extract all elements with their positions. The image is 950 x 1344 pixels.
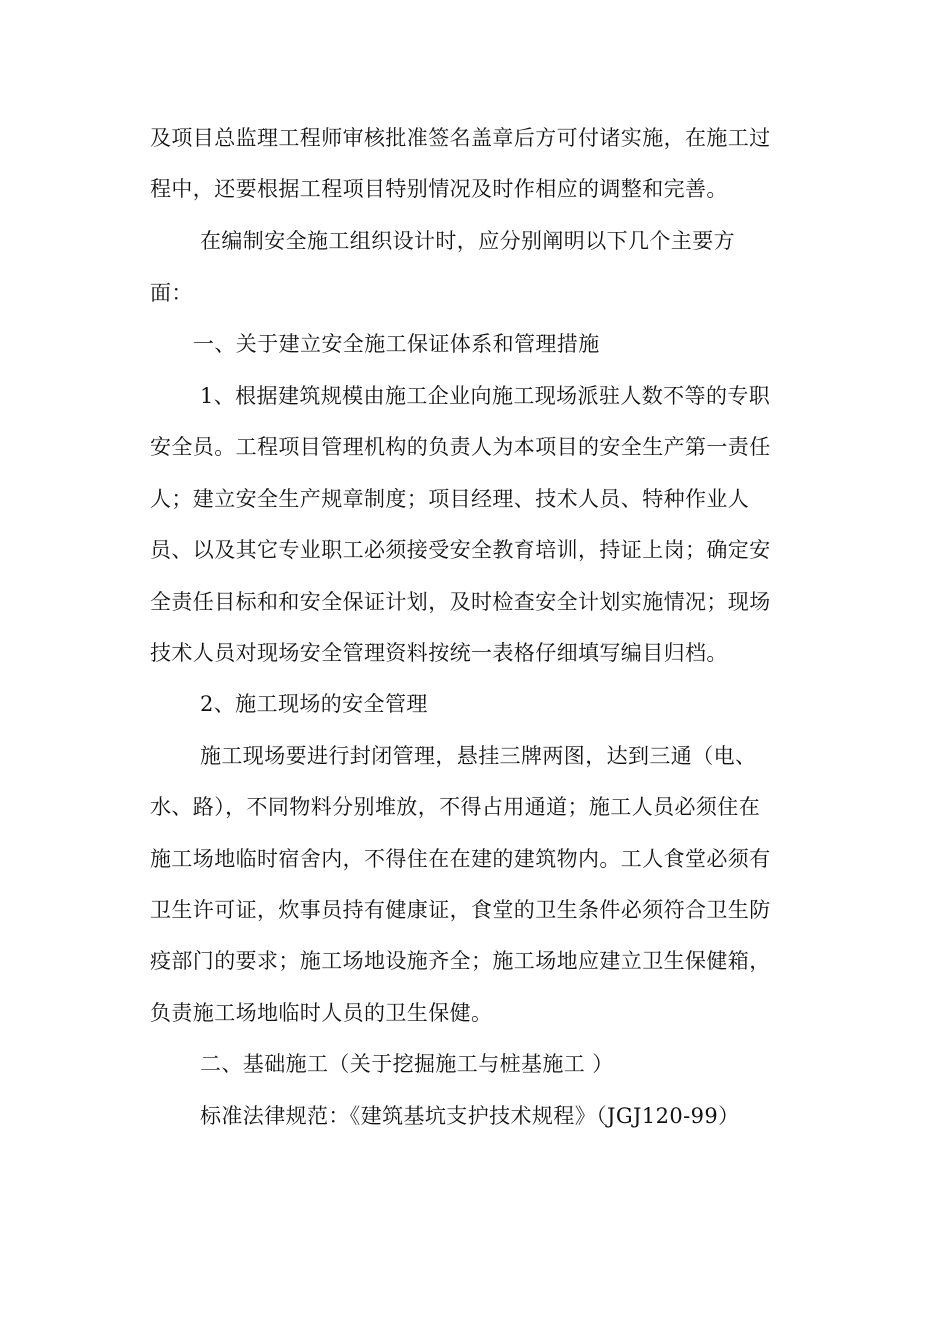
paragraph-line: 技术人员对现场安全管理资料按统一表格仔细填写编目归档。 — [150, 641, 728, 665]
paragraph-line: 面： — [150, 281, 193, 305]
paragraph-line: 人；建立安全生产规章制度；项目经理、技术人员、特种作业人 — [150, 487, 750, 511]
section-heading: 二、基础施工（关于挖掘施工与桩基施工 ） — [200, 1052, 614, 1076]
paragraph-line: 员、以及其它专业职工必须接受安全教育培训，持证上岗；确定安 — [150, 538, 771, 562]
paragraph-line: 程中，还要根据工程项目特别情况及时作相应的调整和完善。 — [150, 177, 728, 201]
paragraph-line: 卫生许可证，炊事员持有健康证，食堂的卫生条件必须符合卫生防 — [150, 898, 771, 922]
paragraph-line: 全责任目标和和安全保证计划，及时检查安全计划实施情况；现场 — [150, 590, 771, 614]
paragraph-line: 标准法律规范：《建筑基坑支护技术规程》（JGJ120-99） — [200, 1104, 740, 1128]
paragraph-line: 负责施工场地临时人员的卫生保健。 — [150, 1001, 493, 1025]
subsection-heading: 1、根据建筑规模由施工企业向施工现场派驻人数不等的专职 — [200, 384, 771, 408]
paragraph-line: 在编制安全施工组织设计时，应分别阐明以下几个主要方 — [200, 229, 735, 253]
paragraph-line: 及项目总监理工程师审核批准签名盖章后方可付诸实施，在施工过 — [150, 126, 771, 150]
paragraph-line: 施工现场要进行封闭管理，悬挂三牌两图，达到三通（电、 — [200, 744, 757, 768]
paragraph-line: 安全员。工程项目管理机构的负责人为本项目的安全生产第一责任 — [150, 435, 771, 459]
paragraph-line: 水、路），不同物料分别堆放，不得占用通道；施工人员必须住在 — [150, 795, 761, 819]
subsection-heading: 2、施工现场的安全管理 — [200, 692, 428, 716]
section-heading: 一、关于建立安全施工保证体系和管理措施 — [193, 332, 600, 356]
paragraph-line: 施工场地临时宿舍内，不得住在在建的建筑物内。工人食堂必须有 — [150, 847, 771, 871]
paragraph-line: 疫部门的要求；施工场地设施齐全；施工场地应建立卫生保健箱， — [150, 949, 771, 973]
